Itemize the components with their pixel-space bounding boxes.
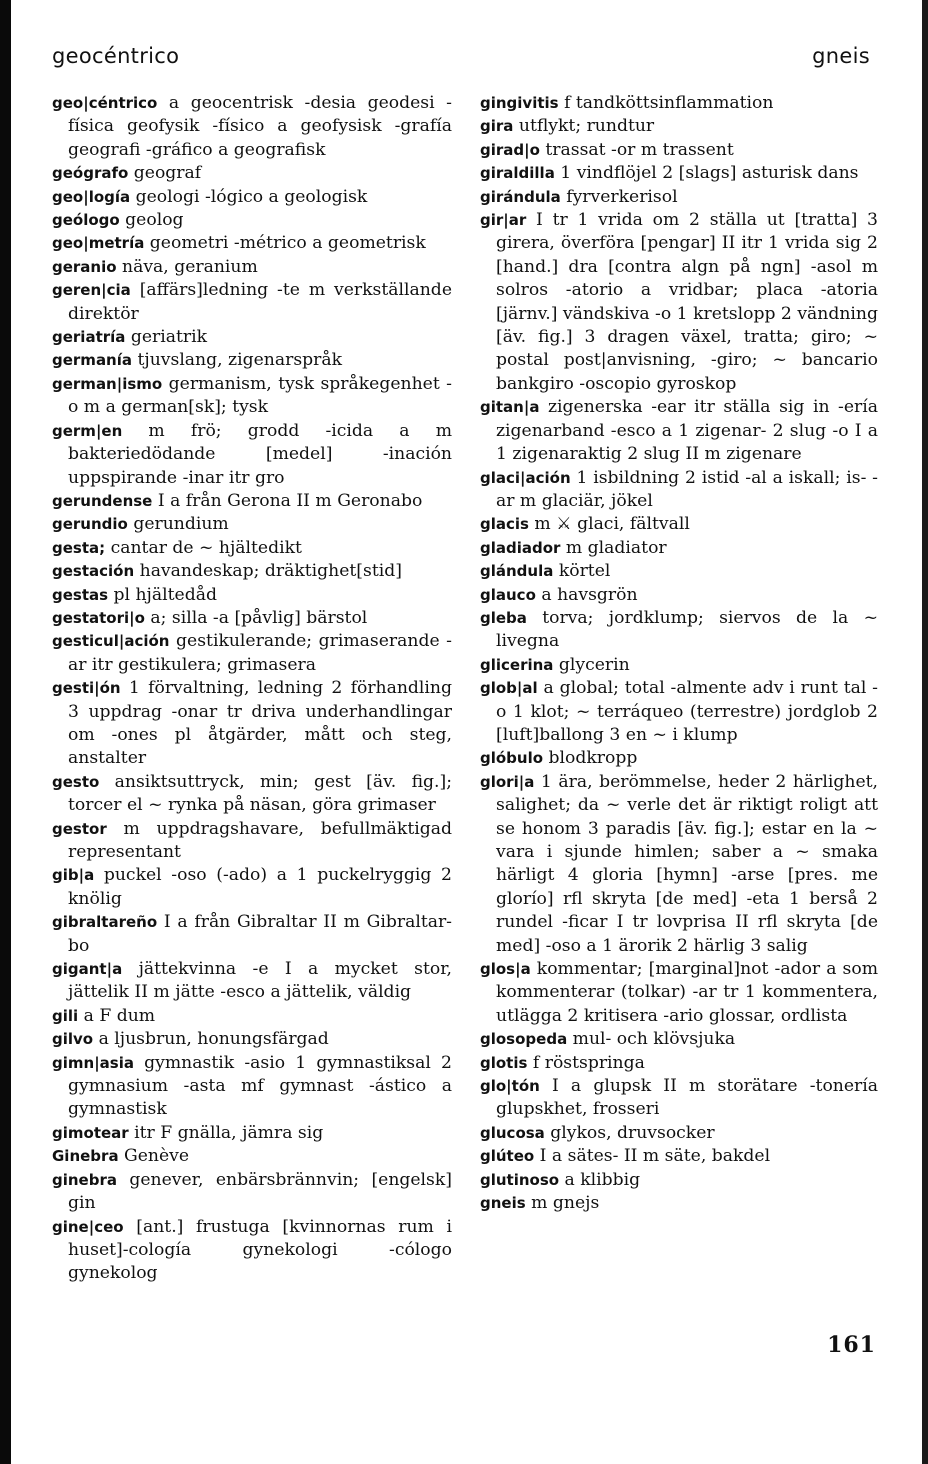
dictionary-entry <box>480 396 878 466</box>
entry-definition: gymnastik -asio 1 gymnastiksal 2 gymnasium -asta mf gymnast -ástico a gymnastisk <box>68 1052 452 1120</box>
entry-headword: geo|metría <box>52 234 145 253</box>
entry-definition: a klibbig <box>559 1169 641 1190</box>
entry-definition: 1 förvaltning, ledning 2 förhandling 3 uppdrag -onar tr driva underhandlingar om -ones pl åtgärder, mått och steg, anstalter <box>68 678 452 769</box>
entry-headword: gleba <box>480 608 527 627</box>
entry-headword: gestatori|o <box>52 608 145 627</box>
entry-definition: I a sätes- II m säte, bakdel <box>534 1146 771 1167</box>
entry-definition: I a från Gibraltar II m Gibraltar-bo <box>68 912 452 956</box>
dictionary-entry <box>480 560 878 583</box>
dictionary-entry <box>52 1028 452 1051</box>
dictionary-entry <box>480 1169 878 1192</box>
dictionary-entry <box>52 92 452 162</box>
dictionary-entry <box>52 373 452 420</box>
dictionary-entry <box>52 537 452 560</box>
dictionary-entry <box>52 1169 452 1216</box>
entry-definition: [affärs]ledning -te m verkställande direktör <box>68 280 452 324</box>
entry-headword: gimn|asia <box>52 1053 134 1072</box>
entry-definition: f röstspringa <box>527 1052 645 1073</box>
entry-headword: glúteo <box>480 1147 535 1166</box>
entry-headword: glándula <box>480 562 554 581</box>
entry-headword: ginebra <box>52 1170 117 1189</box>
entry-headword: glauco <box>480 585 536 604</box>
entry-definition: trassat -or m trassent <box>539 139 734 160</box>
dictionary-entry <box>480 1192 878 1215</box>
entry-definition: genever, enbärsbrännvin; [engelsk] gin <box>68 1169 452 1214</box>
dictionary-entry <box>480 92 878 115</box>
dictionary-entry <box>52 607 452 630</box>
entry-headword: gibraltareño <box>52 913 158 932</box>
entry-headword: germ|en <box>52 421 123 440</box>
entry-definition: 1 isbildning 2 istid -al a iskall; is- -ar m glaciär, jökel <box>496 467 878 511</box>
dictionary-entry <box>480 513 878 536</box>
right-column <box>480 92 878 1216</box>
entry-definition: mul- och klövsjuka <box>567 1029 736 1050</box>
dictionary-entry <box>52 677 452 771</box>
entry-definition: a havsgrön <box>535 584 638 605</box>
entry-headword: gestación <box>52 562 135 581</box>
entry-headword: gib|a <box>52 866 95 885</box>
entry-definition: geometri -métrico a geometrisk <box>144 233 426 254</box>
dictionary-entry <box>480 1122 878 1145</box>
entry-definition: Genève <box>118 1146 190 1167</box>
entry-definition: geologi -lógico a geologisk <box>130 186 368 207</box>
dictionary-entry <box>52 584 452 607</box>
entry-headword: gine|ceo <box>52 1217 124 1236</box>
entry-definition: puckel -oso (-ado) a 1 puckelryggig 2 knölig <box>68 865 452 909</box>
entry-headword: glori|a <box>480 772 535 791</box>
entry-headword: geranio <box>52 257 117 276</box>
entry-headword: glo|tón <box>480 1077 540 1096</box>
dictionary-entry <box>480 607 878 654</box>
entry-definition: I a glupsk II m storätare -tonería glupskhet, frosseri <box>496 1076 878 1120</box>
dictionary-entry <box>52 911 452 958</box>
entry-definition: tjuvslang, zigenarspråk <box>132 350 343 371</box>
dictionary-entry <box>480 1028 878 1051</box>
dictionary-entry <box>52 349 452 372</box>
entry-headword: germanía <box>52 351 133 370</box>
entry-headword: gesti|ón <box>52 679 121 698</box>
entry-headword: geren|cia <box>52 281 131 300</box>
entry-headword: girad|o <box>480 140 540 159</box>
dictionary-entry <box>480 654 878 677</box>
entry-definition: a global; total -almente adv i runt tal -o 1 klot; ~ terráqueo (terrestre) jordglob 2 [luft]ballong 3 en ~ i klump <box>496 678 878 745</box>
dictionary-entry <box>52 513 452 536</box>
dictionary-entry <box>480 771 878 958</box>
entry-definition: glycerin <box>553 654 630 675</box>
dictionary-entry <box>52 162 452 185</box>
entry-headword: glosopeda <box>480 1030 568 1049</box>
page-edge-shadow <box>0 0 11 1464</box>
running-head-last-word: gneis <box>812 44 870 68</box>
entry-definition: gestikulerande; grimaserande -ar itr gestikulera; grimasera <box>68 631 452 675</box>
page-number: 161 <box>827 1332 876 1358</box>
entry-definition: I tr 1 vrida om 2 ställa ut [tratta] 3 girera, överföra [pengar] II itr 1 vrida sig 2 [hand.] dra [contra algn på ngn] -asol m solros -atorio a vridbar; placa -atoria [järnv.] vändskiva -o 1 kretslopp 2 vändning [äv. fig.] 3 dragen växel, tratta; giro; ~ postal post|anvisning, -giro; ~ bancario bankgiro -oscopio gyroskop <box>496 210 878 394</box>
entry-headword: gneis <box>480 1194 526 1213</box>
entry-definition: gerundium <box>127 514 229 535</box>
dictionary-entry <box>52 326 452 349</box>
dictionary-entry <box>480 209 878 396</box>
entry-definition: geriatrik <box>125 327 208 348</box>
entry-definition: blodkropp <box>543 748 638 769</box>
dictionary-entry <box>480 747 878 770</box>
entry-headword: girándula <box>480 187 561 206</box>
entry-definition: m ⚔ glaci, fältvall <box>528 514 690 535</box>
entry-definition: m gladiator <box>560 537 667 558</box>
entry-definition: f tandköttsinflammation <box>558 93 774 113</box>
entry-headword: geo|logía <box>52 187 131 206</box>
entry-definition: geograf <box>128 163 202 184</box>
entry-definition: havandeskap; dräktighet[stid] <box>134 561 402 582</box>
entry-headword: glacis <box>480 515 529 534</box>
entry-headword: Ginebra <box>52 1147 119 1166</box>
dictionary-entry <box>480 958 878 1028</box>
entry-headword: giraldilla <box>480 164 555 183</box>
entry-definition: itr F gnälla, jämra sig <box>128 1122 324 1143</box>
entry-definition: fyrverkerisol <box>560 186 678 207</box>
entry-headword: gesto <box>52 772 100 791</box>
entry-headword: geólogo <box>52 211 120 230</box>
dictionary-entry <box>52 490 452 513</box>
entry-headword: gesta; <box>52 538 106 557</box>
dictionary-entry <box>52 279 452 326</box>
dictionary-entry <box>52 209 452 232</box>
entry-definition: m frö; grodd -icida a m bakteriedödande [medel] -inación uppspirande -inar itr gro <box>68 420 452 488</box>
entry-headword: glos|a <box>480 960 531 979</box>
dictionary-entry <box>52 771 452 818</box>
entry-headword: gingivitis <box>480 94 559 112</box>
entry-definition: 1 ära, berömmelse, heder 2 härlighet, salighet; da ~ verle det är riktigt roligt att se honom 3 paradis [äv. fig.]; estar en la ~ vara i sjunde himlen; saber a ~ smaka härligt 4 gloria [hymn] -arse [pres. me glorío] rfl skryta [de med] -eta 1 berså 2 rundel -ficar I tr lovprisa II rfl skryta [de med] -oso a 1 ärorik 2 härlig 3 salig <box>496 771 878 956</box>
entry-definition: 1 vindflöjel 2 [slags] asturisk dans <box>554 163 859 184</box>
dictionary-entry <box>480 162 878 185</box>
entry-definition: m uppdragshavare, befullmäktigad representant <box>68 818 452 862</box>
entry-headword: gili <box>52 1006 79 1025</box>
entry-headword: gir|ar <box>480 211 527 230</box>
entry-headword: geógrafo <box>52 164 129 183</box>
dictionary-entry <box>52 864 452 911</box>
dictionary-entry <box>52 232 452 255</box>
dictionary-entry <box>52 1145 452 1168</box>
entry-headword: gira <box>480 117 514 136</box>
entry-definition: a geocentrisk -desia geodesi -física geofysik -físico a geofysisk -grafía geografi -gráfico a geografisk <box>68 93 452 160</box>
entry-headword: geo|céntrico <box>52 94 158 112</box>
dictionary-entry <box>480 115 878 138</box>
entry-definition: m gnejs <box>525 1193 600 1214</box>
dictionary-entry <box>480 584 878 607</box>
entry-definition: ansiktsuttryck, min; gest [äv. fig.]; torcer el ~ rynka på näsan, göra grimaser <box>68 771 452 816</box>
entry-definition: cantar de ~ hjältedikt <box>105 537 302 558</box>
dictionary-entry <box>52 630 452 677</box>
entry-headword: gitan|a <box>480 398 540 417</box>
dictionary-entry <box>480 537 878 560</box>
entry-headword: glucosa <box>480 1123 545 1142</box>
entry-definition: zigenerska -ear itr ställa sig in -ería zigenarband -esco a 1 zigenar- 2 slug -o I a 1 zigenaraktig 2 slug II m zigenare <box>496 397 878 465</box>
entry-definition: glykos, druvsocker <box>544 1122 715 1143</box>
entry-headword: gladiador <box>480 538 561 557</box>
entry-headword: glotis <box>480 1053 528 1072</box>
entry-headword: gerundense <box>52 491 153 510</box>
entry-headword: glicerina <box>480 655 554 674</box>
entry-headword: gestor <box>52 819 107 838</box>
entry-definition: [ant.] frustuga [kvinnornas rum i huset]-cología gynekologi -cólogo gynekolog <box>68 1216 452 1284</box>
entry-definition: pl hjältedåd <box>108 584 217 605</box>
entry-headword: gestas <box>52 585 109 604</box>
entry-definition: torva; jordklump; siervos de la ~ livegna <box>496 607 878 652</box>
entry-definition: utflykt; rundtur <box>513 116 655 137</box>
entry-definition: körtel <box>553 561 611 582</box>
entry-definition: germanism, tysk språkegenhet -o m a german[sk]; tysk <box>68 373 452 418</box>
entry-definition: geolog <box>119 210 184 231</box>
entry-headword: glóbulo <box>480 749 544 768</box>
dictionary-entry <box>52 1216 452 1286</box>
dictionary-entry <box>480 677 878 747</box>
dictionary-entry <box>52 1122 452 1145</box>
entry-headword: gigant|a <box>52 960 123 979</box>
entry-headword: gilvo <box>52 1030 94 1049</box>
entry-headword: german|ismo <box>52 374 163 393</box>
entry-definition: jättekvinna -e I a mycket stor, jättelik II m jätte -esco a jättelik, väldig <box>68 959 452 1003</box>
entry-definition: näva, geranium <box>116 256 258 277</box>
page-edge-shadow-right <box>922 0 928 1464</box>
entry-headword: gesticul|ación <box>52 632 170 651</box>
dictionary-entry <box>52 256 452 279</box>
entry-headword: gimotear <box>52 1123 129 1142</box>
entry-headword: glaci|ación <box>480 468 571 487</box>
dictionary-entry <box>480 1075 878 1122</box>
dictionary-entry <box>480 1145 878 1168</box>
left-column <box>52 92 452 1286</box>
entry-definition: a ljusbrun, honungsfärgad <box>93 1029 329 1050</box>
dictionary-entry <box>480 186 878 209</box>
dictionary-entry <box>52 1005 452 1028</box>
dictionary-entry <box>52 818 452 865</box>
dictionary-entry <box>52 186 452 209</box>
entry-headword: glutinoso <box>480 1170 560 1189</box>
running-head-first-word: geocéntrico <box>52 44 180 68</box>
dictionary-entry <box>52 1052 452 1122</box>
dictionary-entry <box>480 467 878 514</box>
entry-definition: a; silla -a [påvlig] bärstol <box>144 607 368 628</box>
entry-headword: gerundio <box>52 515 128 534</box>
dictionary-entry <box>480 139 878 162</box>
entry-headword: glob|al <box>480 679 538 698</box>
dictionary-entry <box>52 958 452 1005</box>
dictionary-entry <box>52 560 452 583</box>
entry-definition: kommentar; [marginal]not -ador a som kommenterar (tolkar) -ar tr 1 kommentera, utlägga 2 kritisera -ario glossar, ordlista <box>496 959 878 1026</box>
entry-headword: geriatría <box>52 328 126 347</box>
dictionary-entry <box>480 1052 878 1075</box>
entry-definition: a F dum <box>78 1005 156 1026</box>
entry-definition: I a från Gerona II m Geronabo <box>152 490 423 511</box>
dictionary-entry <box>52 420 452 490</box>
